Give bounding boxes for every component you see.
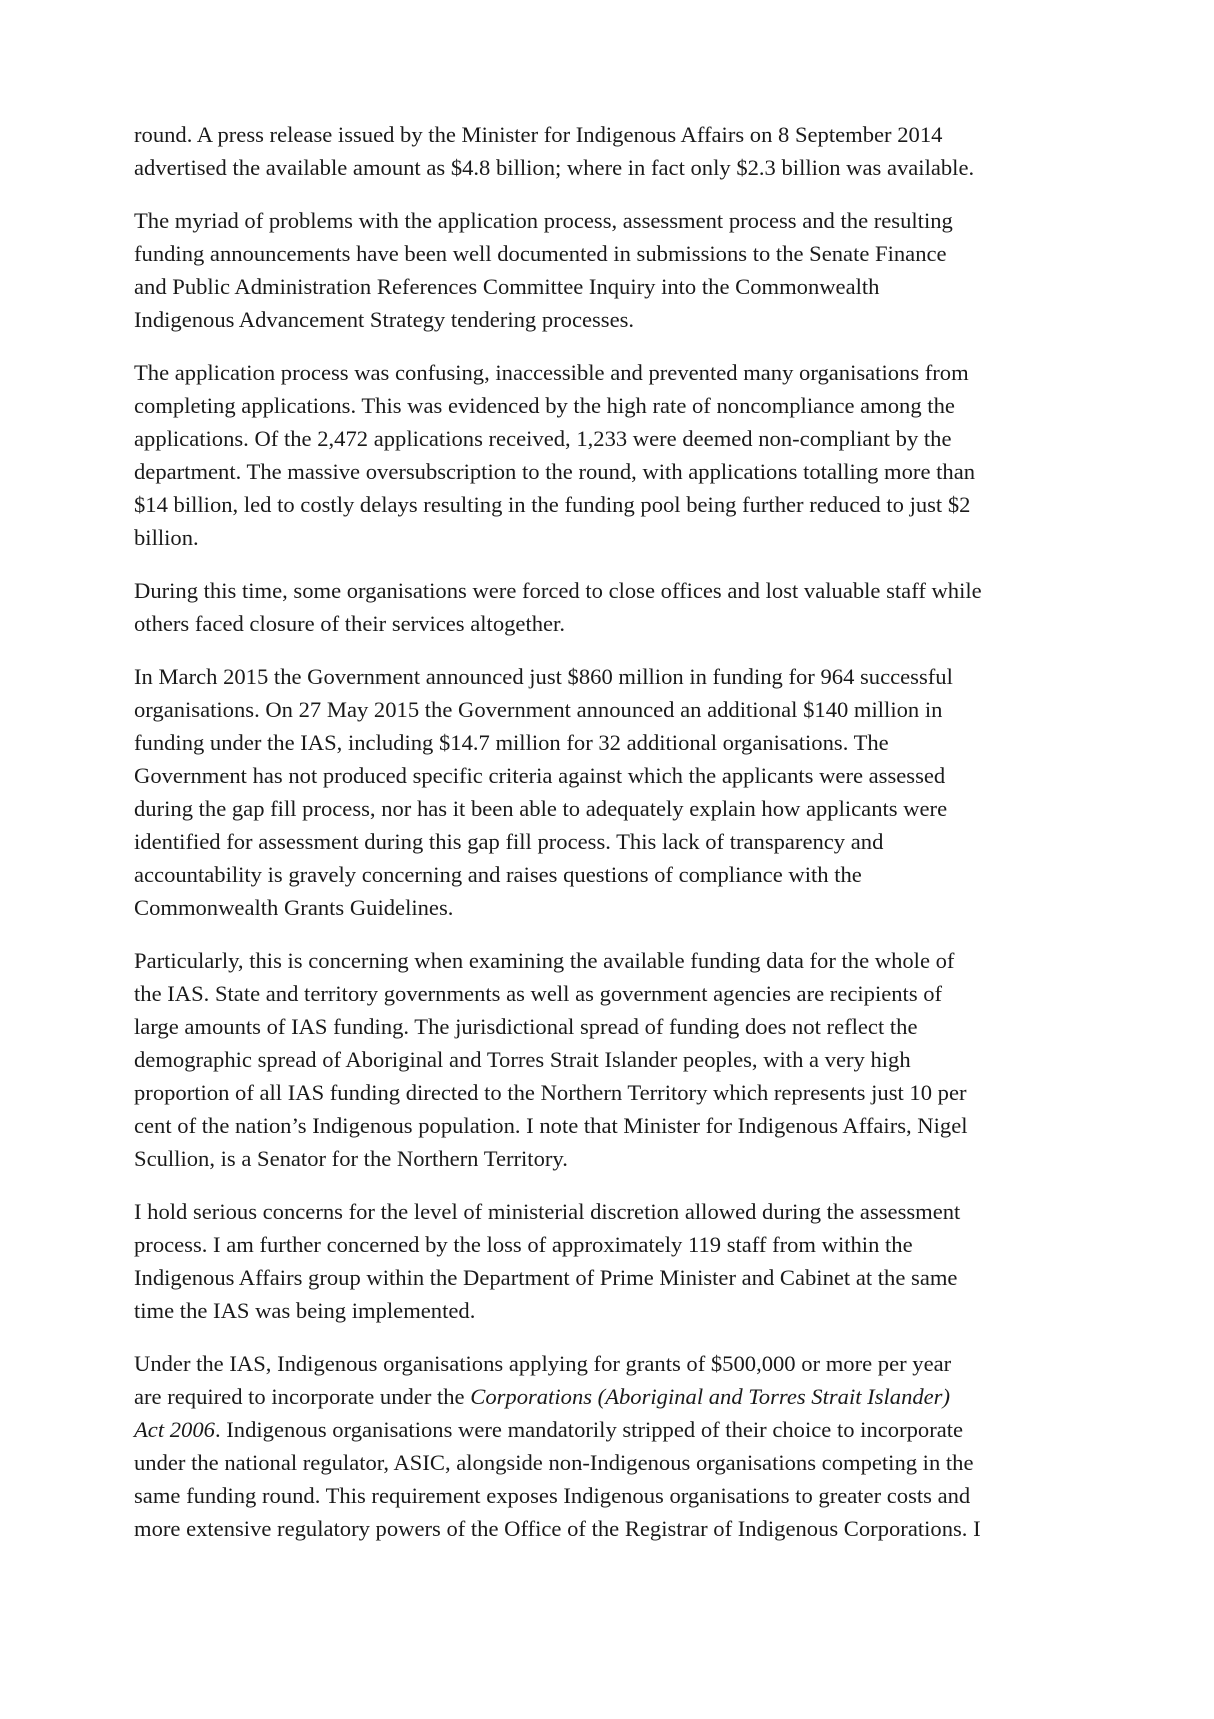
paragraph-problems	[134, 204, 1084, 336]
paragraph-line: During this time, some organisations were forced to close offices and lost valuable staff while	[134, 578, 982, 603]
paragraph-line	[134, 1380, 1084, 1413]
paragraph-line: The myriad of problems with the application process, assessment process and the resulting	[134, 208, 953, 233]
paragraph-line: The application process was confusing, inaccessible and prevented many organisations from	[134, 360, 969, 385]
act-title-italic: Corporations (Aboriginal and Torres Strait Islander)	[470, 1384, 951, 1409]
paragraph-funding-announcements	[134, 660, 1084, 924]
line-text: . Indigenous organisations were mandatorily stripped of their choice to incorporate	[214, 1417, 964, 1442]
line-text: are required to incorporate under the	[134, 1384, 471, 1409]
paragraph-line: Indigenous Advancement Strategy tendering processes.	[134, 307, 635, 332]
paragraph-line: applications. Of the 2,472 applications received, 1,233 were deemed non-compliant by the	[134, 426, 952, 451]
paragraph-line: others faced closure of their services altogether.	[134, 611, 565, 636]
paragraph-application-process	[134, 356, 1084, 554]
paragraph-line: accountability is gravely concerning and raises questions of compliance with the	[134, 862, 862, 887]
paragraph-line: round. A press release issued by the Minister for Indigenous Affairs on 8 September 2014	[134, 122, 943, 147]
paragraph-line: In March 2015 the Government announced just $860 million in funding for 964 successful	[134, 664, 953, 689]
paragraph-jurisdictional-spread	[134, 944, 1084, 1175]
paragraph-line: Commonwealth Grants Guidelines.	[134, 895, 454, 920]
paragraph-line: funding under the IAS, including $14.7 million for 32 additional organisations. The	[134, 730, 889, 755]
paragraph-line: Under the IAS, Indigenous organisations applying for grants of $500,000 or more per year	[134, 1351, 952, 1376]
paragraph-line: and Public Administration References Committee Inquiry into the Commonwealth	[134, 274, 880, 299]
paragraph-line: large amounts of IAS funding. The jurisdictional spread of funding does not reflect the	[134, 1014, 918, 1039]
paragraph-press-release	[134, 118, 1084, 184]
paragraph-line: I hold serious concerns for the level of ministerial discretion allowed during the assessment	[134, 1199, 961, 1224]
paragraph-line	[134, 1413, 1084, 1446]
paragraph-line: time the IAS was being implemented.	[134, 1298, 476, 1323]
paragraph-line: funding announcements have been well documented in submissions to the Senate Finance	[134, 241, 947, 266]
paragraph-line: identified for assessment during this gap fill process. This lack of transparency and	[134, 829, 884, 854]
paragraph-ministerial-discretion	[134, 1195, 1084, 1327]
paragraph-line: department. The massive oversubscription to the round, with applications totalling more than	[134, 459, 976, 484]
paragraph-line: during the gap fill process, nor has it been able to adequately explain how applicants were	[134, 796, 948, 821]
paragraph-line: proportion of all IAS funding directed to the Northern Territory which represents just 10 per	[134, 1080, 967, 1105]
paragraph-line: Government has not produced specific criteria against which the applicants were assessed	[134, 763, 946, 788]
paragraph-line: process. I am further concerned by the loss of approximately 119 staff from within the	[134, 1232, 913, 1257]
act-year-italic: Act 2006	[134, 1417, 215, 1442]
paragraph-line: the IAS. State and territory governments as well as government agencies are recipients of	[134, 981, 943, 1006]
paragraph-line: Particularly, this is concerning when examining the available funding data for the whole of	[134, 948, 955, 973]
paragraph-incorporation-requirement	[134, 1347, 1084, 1545]
paragraph-line: organisations. On 27 May 2015 the Government announced an additional $140 million in	[134, 697, 943, 722]
paragraph-line: more extensive regulatory powers of the Office of the Registrar of Indigenous Corporations. I	[134, 1516, 981, 1541]
paragraph-line: completing applications. This was evidenced by the high rate of noncompliance among the	[134, 393, 955, 418]
paragraph-line: cent of the nation’s Indigenous population. I note that Minister for Indigenous Affairs, Nigel	[134, 1113, 968, 1138]
paragraph-line: under the national regulator, ASIC, alongside non-Indigenous organisations competing in the	[134, 1450, 974, 1475]
paragraph-line: Indigenous Affairs group within the Department of Prime Minister and Cabinet at the same	[134, 1265, 958, 1290]
document-body	[134, 118, 1084, 1565]
paragraph-line: $14 billion, led to costly delays resulting in the funding pool being further reduced to just $2	[134, 492, 971, 517]
paragraph-line: demographic spread of Aboriginal and Torres Strait Islander peoples, with a very high	[134, 1047, 911, 1072]
paragraph-closures	[134, 574, 1084, 640]
paragraph-line: advertised the available amount as $4.8 billion; where in fact only $2.3 billion was available.	[134, 155, 975, 180]
paragraph-line: billion.	[134, 525, 199, 550]
paragraph-line: same funding round. This requirement exposes Indigenous organisations to greater costs and	[134, 1483, 971, 1508]
paragraph-line: Scullion, is a Senator for the Northern Territory.	[134, 1146, 568, 1171]
